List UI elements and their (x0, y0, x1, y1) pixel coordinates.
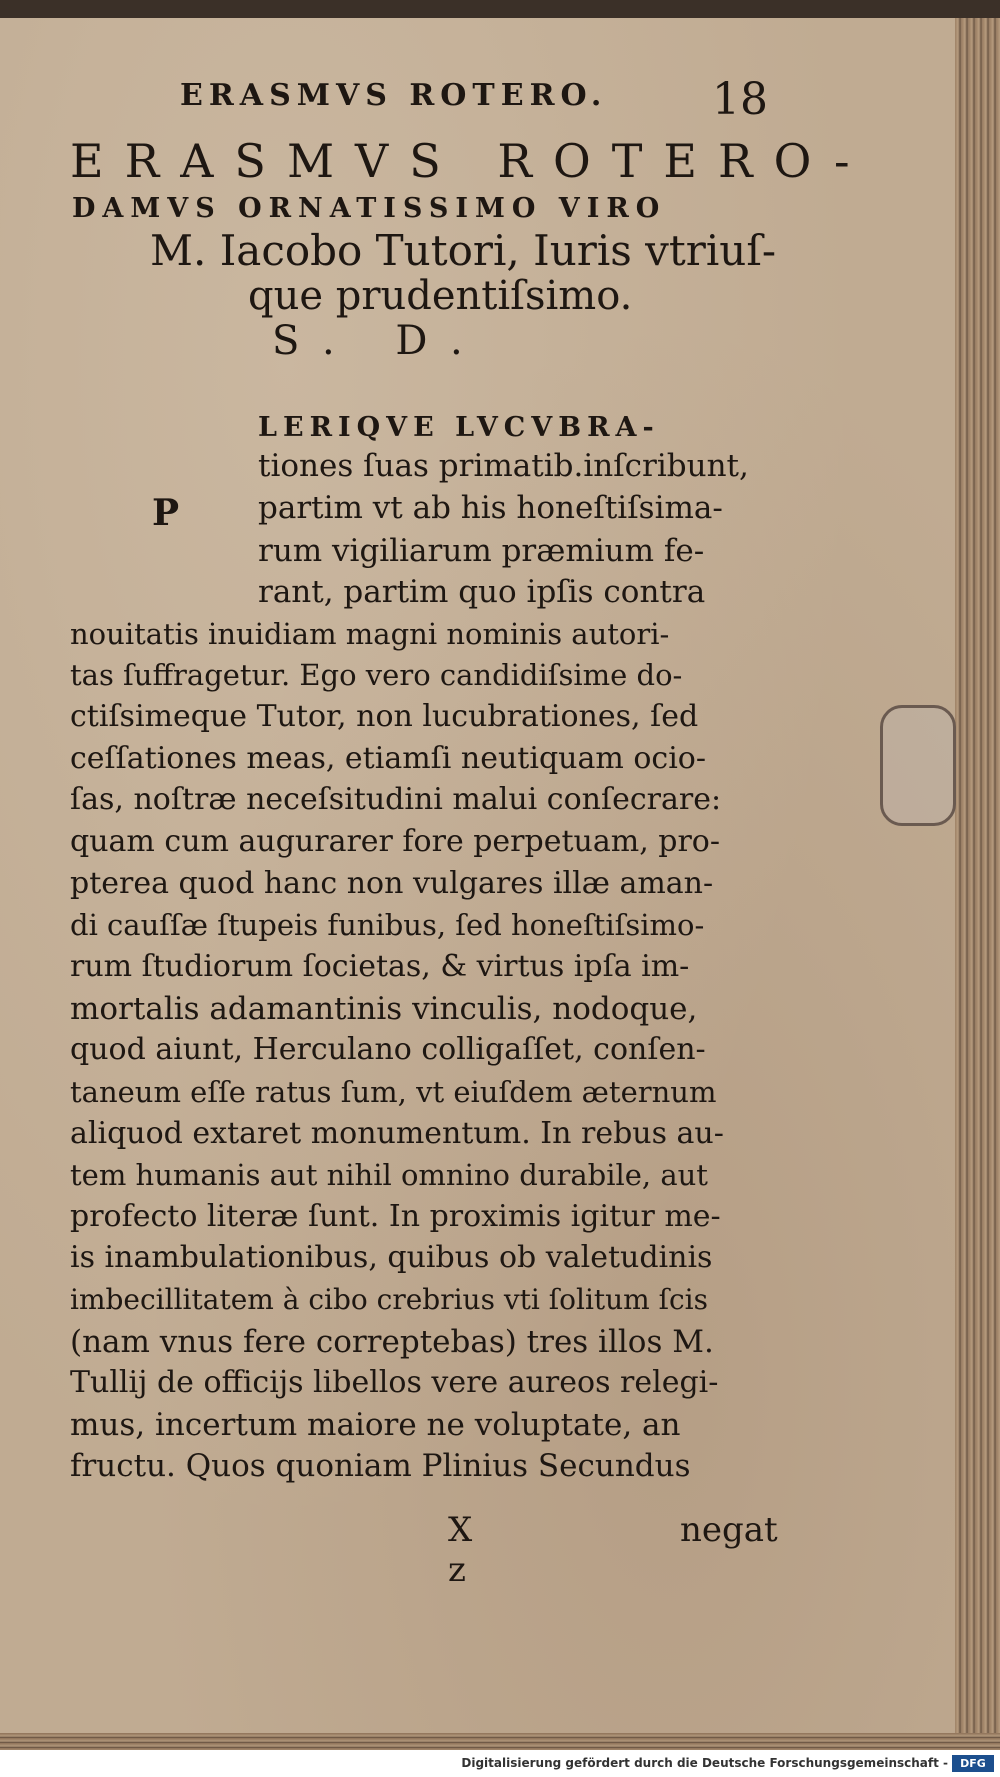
dfg-logo: DFG (952, 1755, 994, 1772)
body-line: mus, incertum maiore ne voluptate, an (70, 1407, 681, 1443)
page-bottom-edge (0, 1733, 1000, 1750)
body-line: mortalis adamantinis vinculis, nodoque, (70, 991, 698, 1027)
body-line: partim vt ab his honeſtiſsima- (258, 490, 723, 526)
title-line-2: DAMVS ORNATISSIMO VIRO (72, 193, 667, 224)
first-line-capitals: LERIQVE LVCVBRA- (258, 412, 660, 443)
title-line-4: que prudentiſsimo. (248, 273, 633, 319)
page-edges (955, 18, 1000, 1733)
body-line: ceſſationes meas, etiamſi neutiquam ocio- (70, 741, 706, 776)
body-line: imbecillitatem à cibo crebrius vti ſolitum ſcis (70, 1283, 708, 1316)
book-clasp (880, 705, 956, 826)
signature-mark: X z (448, 1510, 473, 1590)
page-number: 18 (712, 74, 768, 125)
running-head: ERASMVS ROTERO. (180, 78, 608, 113)
body-line: taneum eſſe ratus ſum, vt eiuſdem æternum (70, 1075, 717, 1109)
body-line: tem humanis aut nihil omnino durabile, aut (70, 1158, 708, 1192)
body-line: rum ſtudiorum ſocietas, & virtus ipſa im- (70, 949, 690, 984)
body-line: fructu. Quos quoniam Plinius Secundus (70, 1448, 691, 1484)
salutation: S. D. (272, 318, 487, 364)
body-line: nouitatis inuidiam magni nominis autori- (70, 617, 670, 651)
body-line: ſas, noſtræ neceſsitudini malui conſecrare: (70, 782, 722, 817)
digitization-footer (0, 1752, 1000, 1777)
title-line-1: ERASMVS ROTERO- (70, 134, 871, 188)
body-line: (nam vnus fere correptebas) tres illos M. (70, 1324, 714, 1360)
body-line: is inambulationibus, quibus ob valetudinis (70, 1240, 713, 1275)
body-line: profecto literæ ſunt. In proximis igitur me- (70, 1199, 721, 1234)
body-line: di cauſſæ ſtupeis funibus, ſed honeſtiſsimo- (70, 908, 705, 942)
body-line: tiones ſuas primatib.inſcribunt, (258, 448, 749, 484)
body-line: rant, partim quo ipſis contra (258, 574, 706, 610)
catchword: negat (680, 1510, 778, 1550)
drop-capital: P (152, 492, 180, 534)
body-line: Tullij de officijs libellos vere aureos relegi- (70, 1365, 719, 1400)
body-line: quam cum augurarer fore perpetuam, pro- (70, 824, 721, 859)
funding-notice: Digitalisierung gefördert durch die Deutsche Forschungsgemeinschaft - (461, 1756, 948, 1770)
body-line: ctiſsimeque Tutor, non lucubrationes, ſed (70, 699, 699, 734)
title-line-3: M. Iacobo Tutori, Iuris vtriuſ- (150, 226, 777, 275)
body-line: pterea quod hanc non vulgares illæ aman- (70, 866, 714, 901)
body-line: tas ſuffragetur. Ego vero candidiſsime do- (70, 658, 683, 692)
body-line: aliquod extaret monumentum. In rebus au- (70, 1116, 724, 1151)
body-line: quod aiunt, Herculano colligaſſet, conſen- (70, 1032, 706, 1067)
body-line: rum vigiliarum præmium fe- (258, 533, 705, 569)
